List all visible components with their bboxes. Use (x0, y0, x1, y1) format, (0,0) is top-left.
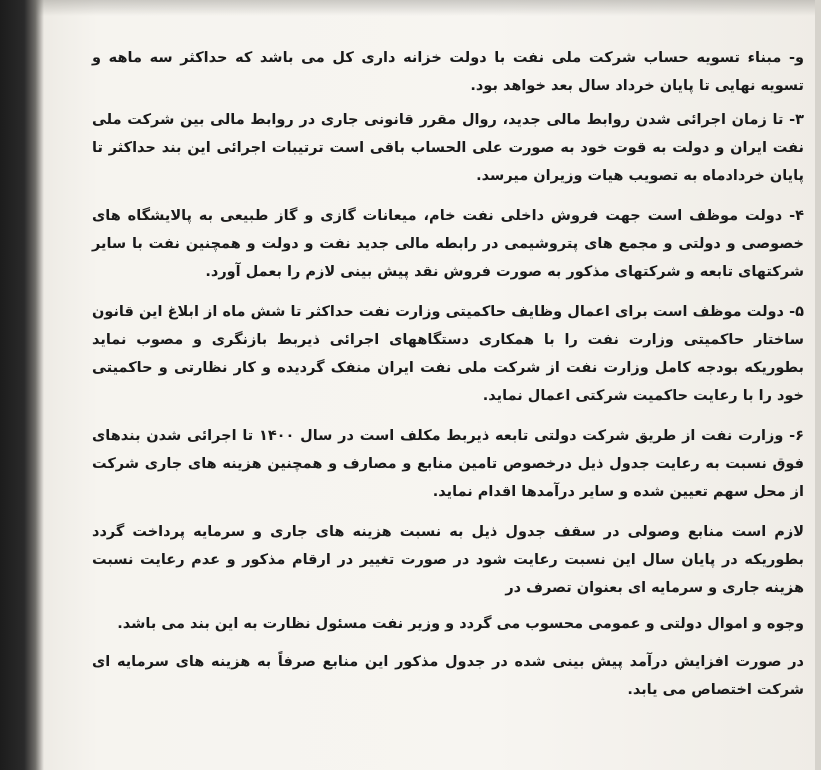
paragraph-revenue-increase: در صورت افزایش درآمد پیش بینی شده در جدول مذکور این منابع صرفاً به هزینه های سرمایه ای شرکت اختصاص می یابد. (92, 654, 804, 698)
paragraph-item-3: ۳- تا زمان اجرائی شدن روابط مالی جدید، روال مقرر قانونی جاری در روابط مالی بین شرکت ملی نفت ایران و دولت به قوت خود به صورت علی الحساب باقی است ترتیبات اجرائی این بند حداکثر تا پایان خردادماه به تصویب هیات وزیران میرسد. (92, 112, 804, 184)
paragraph-item-5: ۵- دولت موظف است برای اعمال وظایف حاکمیتی وزارت نفت حداکثر تا شش ماه از ابلاغ این قانون ساختار حاکمیتی وزارت نفت را با همکاری دستگاههای اجرائی ذیربط بازنگری و مصوب نماید بطوریکه بودجه کامل وزارت نفت از شرکت ملی نفت ایران منفک گردیده و کار نظارتی و حاکمیتی خود را با رعایت حاکمیت شرکتی اعمال نماید. (92, 304, 804, 404)
paragraph-item-6: ۶- وزارت نفت از طریق شرکت دولتی تابعه ذیربط مکلف است در سال ۱۴۰۰ تا اجرائی شدن بندهای فوق نسبت به رعایت جدول ذیل درخصوص تامین منابع و مصارف و همچنین هزینه های جاری شرکت از محل سهم تعیین شده و سایر درآمدها اقدام نماید. (92, 428, 804, 500)
document-body (92, 44, 804, 704)
top-shadow (0, 0, 821, 16)
paragraph-oversight: وجوه و اموال دولتی و عمومی محسوب می گردد و وزیر نفت مسئول نظارت به این بند می باشد. (117, 616, 804, 632)
paragraph-resources: لازم است منابع وصولی در سقف جدول ذیل به نسبت هزینه های جاری و سرمایه پرداخت گردد بطوریکه در پایان سال این نسبت رعایت شود در صورت تغییر در ارقام مذکور و عدم رعایت نسبت هزینه جاری و سرمایه ای بعنوان تصرف در (92, 524, 804, 596)
page-edge (815, 0, 821, 770)
paragraph-settlement: و- مبناء تسویه حساب شرکت ملی نفت با دولت خزانه داری کل می باشد که حداکثر سه ماهه و تسویه نهایی تا پایان خرداد سال بعد خواهد بود. (92, 50, 804, 94)
paragraph-item-4: ۴- دولت موظف است جهت فروش داخلی نفت خام، میعانات گازی و گاز طبیعی به پالایشگاه های خصوصی و دولتی و مجمع های پتروشیمی در رابطه مالی جدید نفت و دولت و همچنین نفت با سایر شرکتهای تابعه و شرکتهای مذکور به صورت فروش نقد پیش بینی لازم را بعمل آورد. (92, 208, 804, 280)
binding-shadow (0, 0, 44, 770)
